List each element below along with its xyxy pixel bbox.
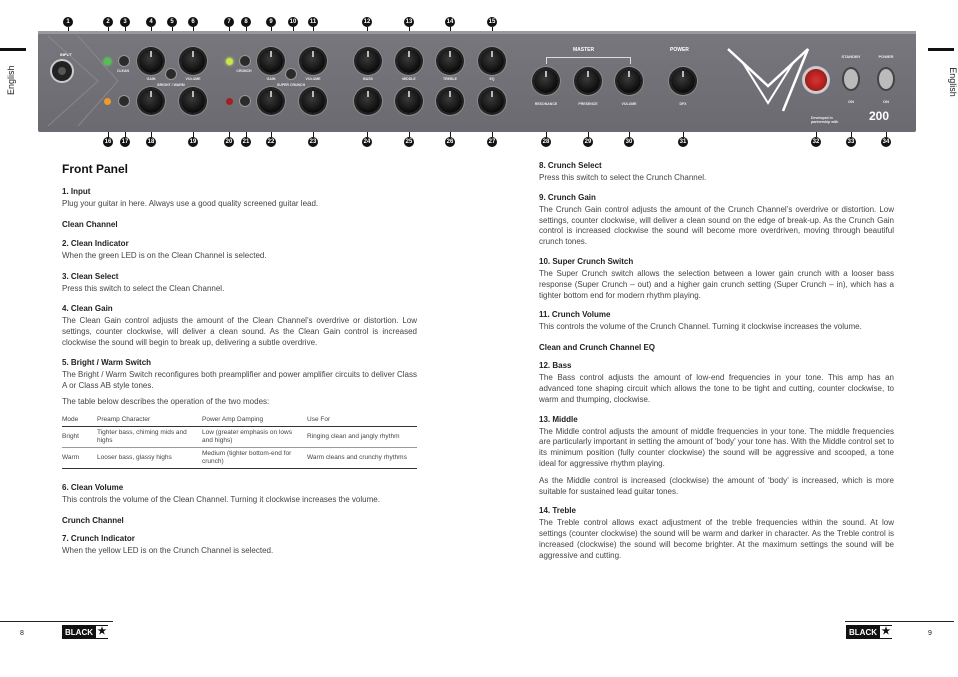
section-heading: 8. Crunch Select <box>539 161 602 170</box>
clean-led-orange <box>104 98 111 105</box>
label-dfx: DFX <box>679 102 687 106</box>
section-heading: 12. Bass <box>539 361 572 371</box>
callout-number: 17 <box>121 139 129 145</box>
callout-number: 16 <box>104 139 112 145</box>
callout-number: 25 <box>405 139 413 145</box>
dfx-knob[interactable] <box>671 69 695 93</box>
master-volume-knob[interactable] <box>617 69 641 93</box>
section-text: Plug your guitar in here. Always use a good quality screened guitar lead. <box>62 199 319 208</box>
section-text: This controls the volume of the Clean Channel. Turning it clockwise increases the volume. <box>62 495 380 505</box>
section-heading: 13. Middle <box>539 414 578 424</box>
callout-number: 2 <box>103 17 113 27</box>
section-heading: 5. Bright / Warm Switch <box>62 357 152 367</box>
table-header: Use For <box>307 414 417 427</box>
label-on: ON <box>848 99 854 104</box>
crunch-led-red <box>226 98 233 105</box>
clean-led <box>104 58 111 65</box>
section-text: As the Middle control is increased (clockwise) the amount of ‘body’ is increased, which is more suitable for sustained lead guitar tones. <box>539 475 894 496</box>
standby-toggle[interactable] <box>844 69 858 89</box>
table-header: Power Amp Damping <box>202 414 307 427</box>
section-text: When the yellow LED is on the Crunch Channel is selected. <box>62 545 274 555</box>
star-icon: ★ <box>97 626 107 637</box>
amp-front-panel <box>38 31 916 132</box>
brand-logo-right <box>846 625 892 639</box>
section-text: The Bass control adjusts the amount of low-end frequencies in your tone. This amp has an advanced tone shaping circuit which allows the tone to be tight and cutting, counter clockwise, to warm and thumping, clockwise. <box>539 373 894 404</box>
callout-number: 6 <box>188 17 198 27</box>
label-gain: GAIN <box>146 77 156 81</box>
callout-number: 23 <box>309 139 317 145</box>
section-heading: 6. Clean Volume <box>62 483 124 493</box>
left-column <box>62 162 417 557</box>
eq-knob[interactable] <box>480 49 504 73</box>
table-header: Preamp Character <box>97 414 202 427</box>
table-cell: Ringing clean and jangly rhythm <box>307 427 417 448</box>
clean-switch-2[interactable] <box>119 96 129 106</box>
bass-knob[interactable] <box>356 49 380 73</box>
crunch-led <box>226 58 233 65</box>
section-heading: 3. Clean Select <box>62 271 119 281</box>
callout-number: 15 <box>488 19 496 25</box>
callout-number: 22 <box>267 139 275 145</box>
table-row <box>62 448 417 469</box>
bass2-knob[interactable] <box>356 89 380 113</box>
label-treble: TREBLE <box>443 77 457 81</box>
callout-number: 30 <box>625 139 633 145</box>
section-group-heading: Crunch Channel <box>62 515 124 525</box>
middle2-knob[interactable] <box>397 89 421 113</box>
section-group-heading: Clean Channel <box>62 219 118 229</box>
table-header: Mode <box>62 414 97 427</box>
label-crunch: CRUNCH <box>236 69 252 73</box>
clean2-volume-knob[interactable] <box>181 89 205 113</box>
table-cell: Warm cleans and crunchy rhythms <box>307 448 417 469</box>
mode-table <box>62 414 417 469</box>
panel-decoration <box>38 31 916 132</box>
clean-gain-knob[interactable] <box>139 49 163 73</box>
page-title: Front Panel <box>62 162 129 176</box>
section-text: The Crunch Gain control adjusts the amount of the Crunch Channel’s overdrive or distortion. Low settings, counter clockwise, will deliver a clean sound on the edge of break-up. As the Crunch Gain control is increased clockwise the sound will become more overdriven, moving through beautiful crunch tones. <box>539 204 894 247</box>
section-heading: 11. Crunch Volume <box>539 310 611 320</box>
callout-number: 10 <box>289 19 297 25</box>
section-text: Press this switch to select the Crunch Channel. <box>539 173 707 182</box>
clean2-gain-knob[interactable] <box>139 89 163 113</box>
callout-number: 9 <box>266 17 276 27</box>
section-text: This controls the volume of the Crunch Channel. Turning it clockwise increases the volume. <box>539 322 862 332</box>
label-on: ON <box>883 99 889 104</box>
label-bass: BASS <box>363 77 373 81</box>
callout-number: 31 <box>679 139 687 145</box>
treble-knob[interactable] <box>438 49 462 73</box>
table-row <box>62 427 417 448</box>
callout-number: 4 <box>146 17 156 27</box>
eq2-knob[interactable] <box>480 89 504 113</box>
label-resonance: RESONANCE <box>534 102 558 106</box>
label-volume: VOLUME <box>621 102 637 106</box>
section-text: When the green LED is on the Clean Channel is selected. <box>62 250 267 260</box>
table-cell: Tighter bass, chiming mids and highs <box>97 427 202 448</box>
callout-number: 8 <box>241 17 251 27</box>
resonance-knob[interactable] <box>534 69 558 93</box>
label-super-crunch: SUPER CRUNCH <box>276 83 306 87</box>
section-text: The Treble control allows exact adjustment of the treble frequencies within the sound. At low settings (counter clockwise) the sound will be warm and darker in character. As the Treble control is increased (clockwise) the sound will become brighter. At the maximum settings the sound will be aggressive and cutting. <box>539 518 894 560</box>
callout-number: 12 <box>363 19 371 25</box>
label-volume: VOLUME <box>305 77 321 81</box>
clean-volume-knob[interactable] <box>181 49 205 73</box>
crunch-volume-knob[interactable] <box>301 49 325 73</box>
label-bright-warm: BRIGHT / WARM <box>157 83 185 87</box>
super-crunch-switch[interactable] <box>286 69 296 79</box>
section-text: The table below describes the operation of the two modes: <box>62 397 270 407</box>
side-tab-left <box>0 48 26 125</box>
section-text: The Middle control adjusts the amount of middle frequencies in your tone. The middle frequencies are particularly important in setting the amount of ‘body’ your tone has. With the Middle control set to its minimum position (fully counter clockwise) the sound will be aggressive and scooped, a tone ideal for aggressive rhythm playing. <box>539 426 894 468</box>
section-heading: 9. Crunch Gain <box>539 192 596 202</box>
section-heading: 4. Clean Gain <box>62 304 113 314</box>
section-text: The Clean Gain control adjusts the amount of the Clean Channel’s overdrive or distortion. Low settings, counter clockwise, will deliver a clean sound. As the Clean Gain control is increased clockwise the sound will begin to break up, delivering a subtle overdrive. <box>62 316 417 347</box>
label-input: INPUT <box>60 52 72 57</box>
side-tab-label: English <box>948 67 958 97</box>
label-eq: EQ <box>489 77 495 81</box>
table-cell: Warm <box>62 448 97 469</box>
section-heading: 10. Super Crunch Switch <box>539 256 634 266</box>
power-lamp <box>805 69 827 91</box>
side-tab-label: English <box>6 65 16 95</box>
right-column <box>539 161 894 562</box>
label-standby: STANDBY <box>841 54 861 59</box>
table-cell: Looser bass, glassy highs <box>97 448 202 469</box>
brand-logo-left <box>62 625 108 639</box>
star-icon: ★ <box>881 626 891 637</box>
footer-rule-left <box>0 621 113 622</box>
callout-number: 24 <box>363 139 371 145</box>
section-heading: 2. Clean Indicator <box>62 238 129 248</box>
table-cell: Bright <box>62 427 97 448</box>
section-heading: 14. Treble <box>539 506 576 516</box>
brand-name: BLACK <box>65 627 93 637</box>
callout-number: 14 <box>446 19 454 25</box>
presence-knob[interactable] <box>576 69 600 93</box>
callout-number: 26 <box>446 139 454 145</box>
side-tab-right <box>928 48 958 125</box>
callout-number: 21 <box>242 139 250 145</box>
label-gain: GAIN <box>266 77 276 81</box>
table-header-row <box>62 414 417 427</box>
callout-number: 1 <box>63 17 73 27</box>
callout-number: 13 <box>405 19 413 25</box>
callout-number: 3 <box>120 17 130 27</box>
middle-knob[interactable] <box>397 49 421 73</box>
crunch-switch-2[interactable] <box>240 96 250 106</box>
callout-number: 32 <box>812 139 820 145</box>
crunch2-volume-knob[interactable] <box>301 89 325 113</box>
treble2-knob[interactable] <box>438 89 462 113</box>
crunch2-gain-knob[interactable] <box>259 89 283 113</box>
callout-number: 18 <box>147 139 155 145</box>
bright-warm-switch[interactable] <box>166 69 176 79</box>
callout-number: 5 <box>167 17 177 27</box>
section-text: The Bright / Warm Switch reconfigures both preamplifier and power amplifier circuits to deliver Class A or Class AB style tones. <box>62 369 417 390</box>
page-number-right: 9 <box>928 630 932 637</box>
label-master: MASTER <box>573 47 595 53</box>
footer-rule-right <box>845 621 954 622</box>
callout-number: 28 <box>542 139 550 145</box>
crunch-select-switch[interactable] <box>240 56 250 66</box>
power-toggle[interactable] <box>879 69 893 89</box>
callout-number: 29 <box>584 139 592 145</box>
callout-number: 27 <box>488 139 496 145</box>
callout-number: 11 <box>309 19 317 25</box>
label-power: POWER <box>670 47 689 53</box>
brand-name: BLACK <box>849 627 877 637</box>
label-middle: MIDDLE <box>402 77 416 81</box>
callout-number: 33 <box>847 139 855 145</box>
table-cell: Low (greater emphasis on lows and highs) <box>202 427 307 448</box>
label-power-switch: POWER <box>878 54 894 59</box>
page-number-left: 8 <box>20 630 24 637</box>
section-text: Press this switch to select the Clean Channel. <box>62 283 225 293</box>
table-cell: Medium (tighter bottom-end for crunch) <box>202 448 307 469</box>
section-heading: 1. Input <box>62 187 91 196</box>
callout-number: 34 <box>882 139 890 145</box>
label-volume: VOLUME <box>185 77 201 81</box>
model-badge: 200 <box>869 109 890 123</box>
clean-select-switch[interactable] <box>119 56 129 66</box>
label-presence: PRESENCE <box>578 102 598 106</box>
crunch-gain-knob[interactable] <box>259 49 283 73</box>
callout-number: 7 <box>224 17 234 27</box>
label-clean: CLEAN <box>116 69 130 73</box>
callout-number: 20 <box>225 139 233 145</box>
section-group-heading: Clean and Crunch Channel EQ <box>539 343 656 353</box>
section-text: The Super Crunch switch allows the selection between a lower gain crunch with a looser bass response (Super Crunch – out) and a higher gain crunch setting (Super Crunch – in), which has a tighter bottom end for modern rhythm playing. <box>539 268 894 300</box>
callout-number: 19 <box>189 139 197 145</box>
section-heading: 7. Crunch Indicator <box>62 533 135 543</box>
label-developed: Developed in partnership with <box>811 116 839 124</box>
